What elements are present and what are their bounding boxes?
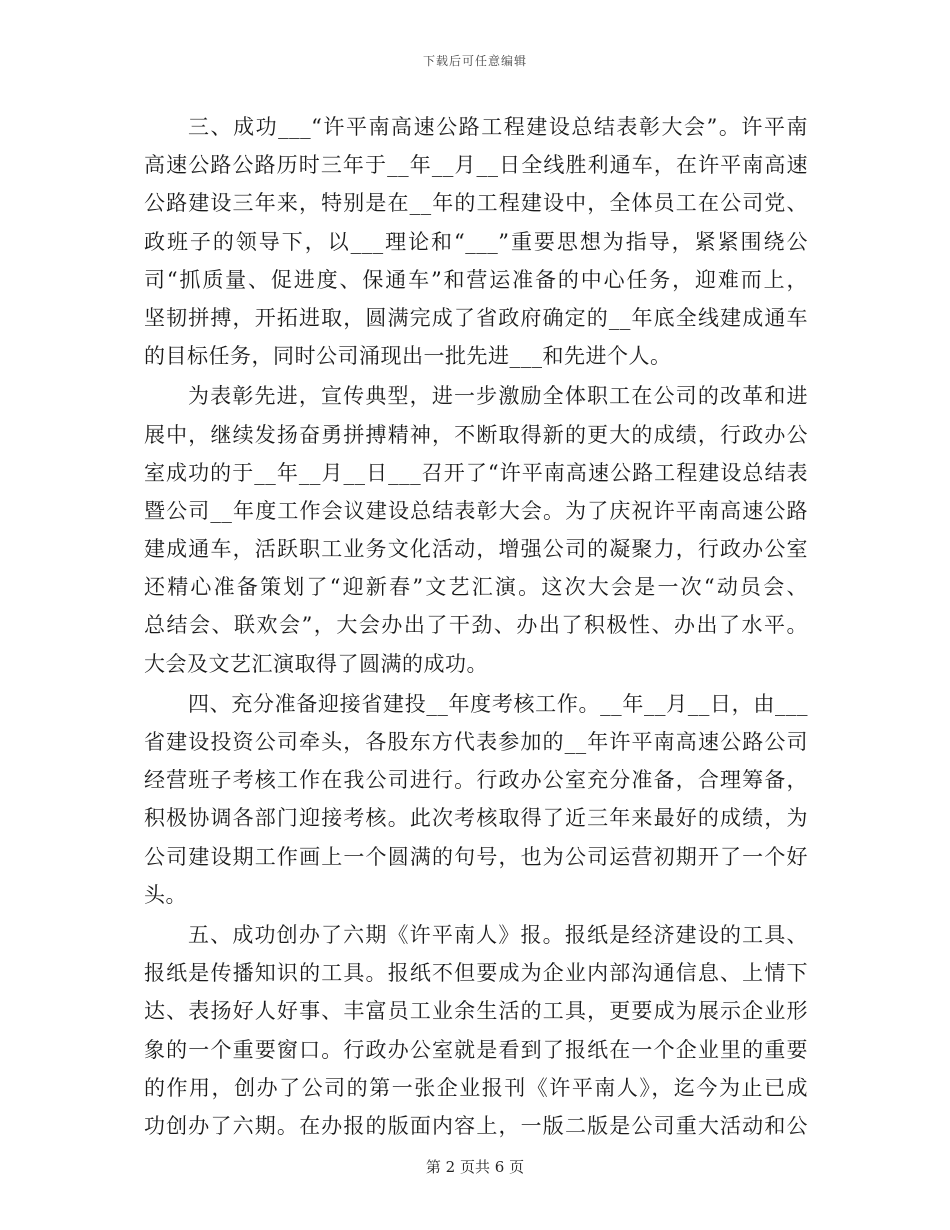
paragraph-line: 象的一个重要窗口。行政办公室就是看到了报纸在一个企业里的重要: [144, 1037, 808, 1062]
paragraph: [144, 108, 808, 375]
paragraph-line: 四、充分准备迎接省建投__年度考核工作。__年__月__日，由___: [188, 691, 808, 716]
paragraph-line: 暨公司__年度工作会议建设总结表彰大会。为了庆祝许平南高速公路: [144, 498, 808, 523]
paragraph-line: 功创办了六期。在办报的版面内容上，一版二版是公司重大活动和公: [144, 1113, 808, 1138]
paragraph-line: 达、表扬好人好事、丰富员工业余生活的工具，更要成为展示企业形: [144, 999, 808, 1024]
paragraph-line: 室成功的于__年__月__日___召开了“许平南高速公路工程建设总结表: [144, 460, 808, 485]
paragraph-line: 高速公路公路历时三年于__年__月__日全线胜利通车，在许平南高速: [144, 153, 808, 178]
paragraph: [144, 377, 808, 683]
paragraph-line: 大会及文艺汇演取得了圆满的成功。: [144, 651, 488, 676]
paragraph-line: 公路建设三年来，特别是在__年的工程建设中，全体员工在公司党、: [144, 191, 808, 216]
paragraph: [144, 685, 808, 914]
paragraph-line: 为表彰先进，宣传典型，进一步激励全体职工在公司的改革和进: [188, 384, 808, 409]
paragraph-line: 坚韧拼搏，开拓进取，圆满完成了省政府确定的__年底全线建成通车: [144, 305, 808, 330]
page-header: 下载后可任意编辑: [422, 54, 527, 68]
paragraph-line: 司“抓质量、促进度、保通车”和营运准备的中心任务，迎难而上，: [144, 267, 808, 292]
page-footer: 第 2 页共 6 页: [425, 1158, 525, 1176]
paragraph-line: 公司建设期工作画上一个圆满的句号，也为公司运营初期开了一个好: [144, 844, 808, 869]
paragraph: [144, 916, 808, 1145]
paragraph-line: 省建设投资公司牵头，各股东方代表参加的__年许平南高速公路公司: [144, 730, 808, 754]
paragraph-line: 经营班子考核工作在我公司进行。行政办公室充分准备，合理筹备，: [144, 768, 808, 793]
paragraph-line: 积极协调各部门迎接考核。此次考核取得了近三年来最好的成绩，为: [144, 806, 808, 831]
paragraph-line: 的目标任务，同时公司涌现出一批先进___和先进个人。: [144, 344, 672, 369]
paragraph-line: 总结会、联欢会”，大会办出了干劲、办出了积极性、办出了水平。: [144, 613, 808, 638]
paragraph-line: 还精心准备策划了“迎新春”文艺汇演。这次大会是一次“动员会、: [144, 575, 808, 600]
paragraph-line: 展中，继续发扬奋勇拼搏精神，不断取得新的更大的成绩，行政办公: [144, 422, 808, 447]
paragraph-line: 建成通车，活跃职工业务文化活动，增强公司的凝聚力，行政办公室: [144, 537, 808, 562]
paragraph-line: 的作用，创办了公司的第一张企业报刊《许平南人》，迄今为止已成: [144, 1075, 808, 1100]
paragraph-line: 三、成功___“许平南高速公路工程建设总结表彰大会”。许平南: [188, 115, 808, 139]
paragraph-line: 政班子的领导下，以___理论和“___”重要思想为指导，紧紧围绕公: [144, 229, 808, 254]
document-body: [144, 108, 808, 1145]
paragraph-line: 头。: [144, 882, 187, 907]
paragraph-line: 五、成功创办了六期《许平南人》报。报纸是经济建设的工具、: [188, 922, 808, 947]
paragraph-line: 报纸是传播知识的工具。报纸不但要成为企业内部沟通信息、上情下: [144, 961, 808, 986]
